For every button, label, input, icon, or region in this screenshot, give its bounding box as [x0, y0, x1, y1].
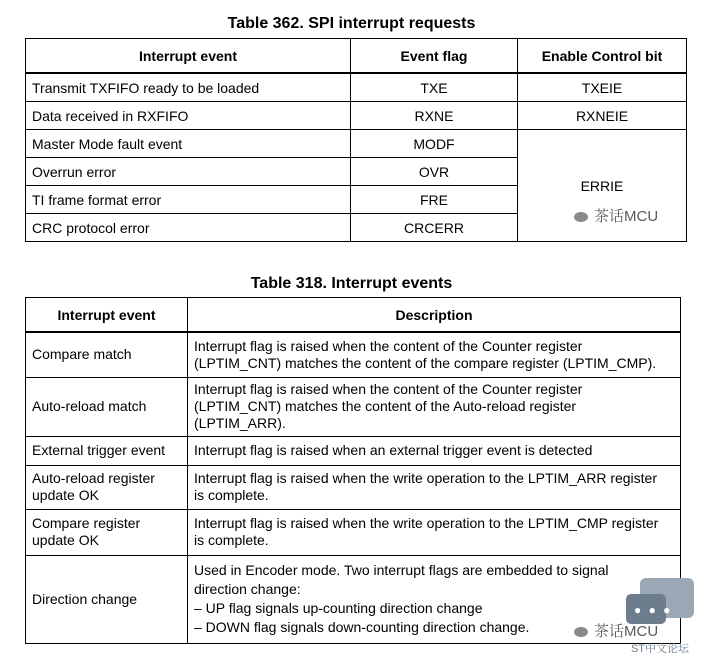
event-cell: Overrun error: [26, 158, 351, 186]
header-interrupt-event: Interrupt event: [26, 39, 351, 74]
watermark: [574, 620, 658, 641]
dots-icon: ● ● ●: [634, 603, 673, 617]
description-line: Used in Encoder mode. Two interrupt flags are embedded to signal: [194, 562, 609, 578]
table-row: [26, 102, 687, 130]
watermark-text: 茶话MCU: [594, 208, 659, 225]
table-row: [26, 377, 681, 436]
description-line: direction change:: [194, 581, 301, 597]
table1-caption: Table 362. SPI interrupt requests: [227, 15, 476, 32]
description-cell: [188, 436, 681, 465]
lptim-interrupt-table: [25, 297, 681, 644]
enable-cell-merged: ERRIE: [518, 130, 687, 242]
table-row: [26, 436, 681, 465]
table-row: [26, 509, 681, 555]
header-interrupt-event: Interrupt event: [26, 298, 188, 333]
description-line: is complete.: [194, 487, 269, 503]
description-line: Interrupt flag is raised when the write operation to the LPTIM_CMP register: [194, 515, 659, 531]
description-cell: [188, 332, 681, 377]
description-cell: [188, 509, 681, 555]
event-line: update OK: [32, 487, 99, 503]
table-row: [26, 465, 681, 509]
description-line: is complete.: [194, 532, 269, 548]
event-cell: External trigger event: [26, 436, 188, 465]
event-cell: [26, 509, 188, 555]
table-header-row: [26, 39, 687, 74]
event-cell: Master Mode fault event: [26, 130, 351, 158]
description-line: Interrupt flag is raised when the content of the Counter register: [194, 337, 583, 354]
event-cell: CRC protocol error: [26, 214, 351, 242]
event-cell: Direction change: [26, 555, 188, 643]
header-description: Description: [188, 298, 681, 333]
flag-cell: RXNE: [351, 102, 518, 130]
event-line: Auto-reload register: [32, 470, 155, 486]
event-cell: Auto-reload match: [26, 377, 188, 436]
event-cell: Transmit TXFIFO ready to be loaded: [26, 73, 351, 102]
event-cell: Data received in RXFIFO: [26, 102, 351, 130]
event-line: update OK: [32, 532, 99, 548]
flag-cell: FRE: [351, 186, 518, 214]
flag-cell: MODF: [351, 130, 518, 158]
flag-cell: CRCERR: [351, 214, 518, 242]
event-line: Compare register: [32, 515, 141, 531]
table-row: [26, 130, 687, 158]
event-cell: TI frame format error: [26, 186, 351, 214]
description-line: Interrupt flag is raised when the write operation to the LPTIM_ARR register: [194, 470, 657, 486]
event-cell: [26, 465, 188, 509]
flag-cell: TXE: [351, 73, 518, 102]
description-line: Interrupt flag is raised when the content of the Counter register: [194, 381, 583, 397]
watermark-text: 茶话MCU: [594, 623, 659, 640]
enable-cell: RXNEIE: [518, 102, 687, 130]
description-line: – UP flag signals up-counting direction change: [194, 600, 483, 616]
table-row: [26, 73, 687, 102]
description-cell: [188, 465, 681, 509]
description-line: – DOWN flag signals down-counting direction change.: [194, 619, 530, 635]
st-logo-text: ST中文论坛: [630, 643, 690, 655]
table-row: [26, 332, 681, 377]
event-cell: Compare match: [26, 332, 188, 377]
header-event-flag: Event flag: [351, 39, 518, 74]
description-line: Interrupt flag is raised when an external trigger event is detected: [194, 442, 593, 458]
description-line: (LPTIM_CNT) matches the content of the Auto-reload register: [194, 398, 577, 414]
wechat-icon: [574, 212, 588, 222]
table-header-row: [26, 298, 681, 333]
enable-cell: TXEIE: [518, 73, 687, 102]
table2-caption: Table 318. Interrupt events: [250, 275, 453, 292]
description-cell: [188, 377, 681, 436]
flag-cell: OVR: [351, 158, 518, 186]
watermark: [574, 205, 658, 226]
description-line: (LPTIM_ARR).: [194, 415, 286, 431]
wechat-icon: [574, 627, 588, 637]
description-line: (LPTIM_CNT) matches the content of the compare register (LPTIM_CMP).: [194, 354, 657, 371]
header-enable-bit: Enable Control bit: [518, 39, 687, 74]
